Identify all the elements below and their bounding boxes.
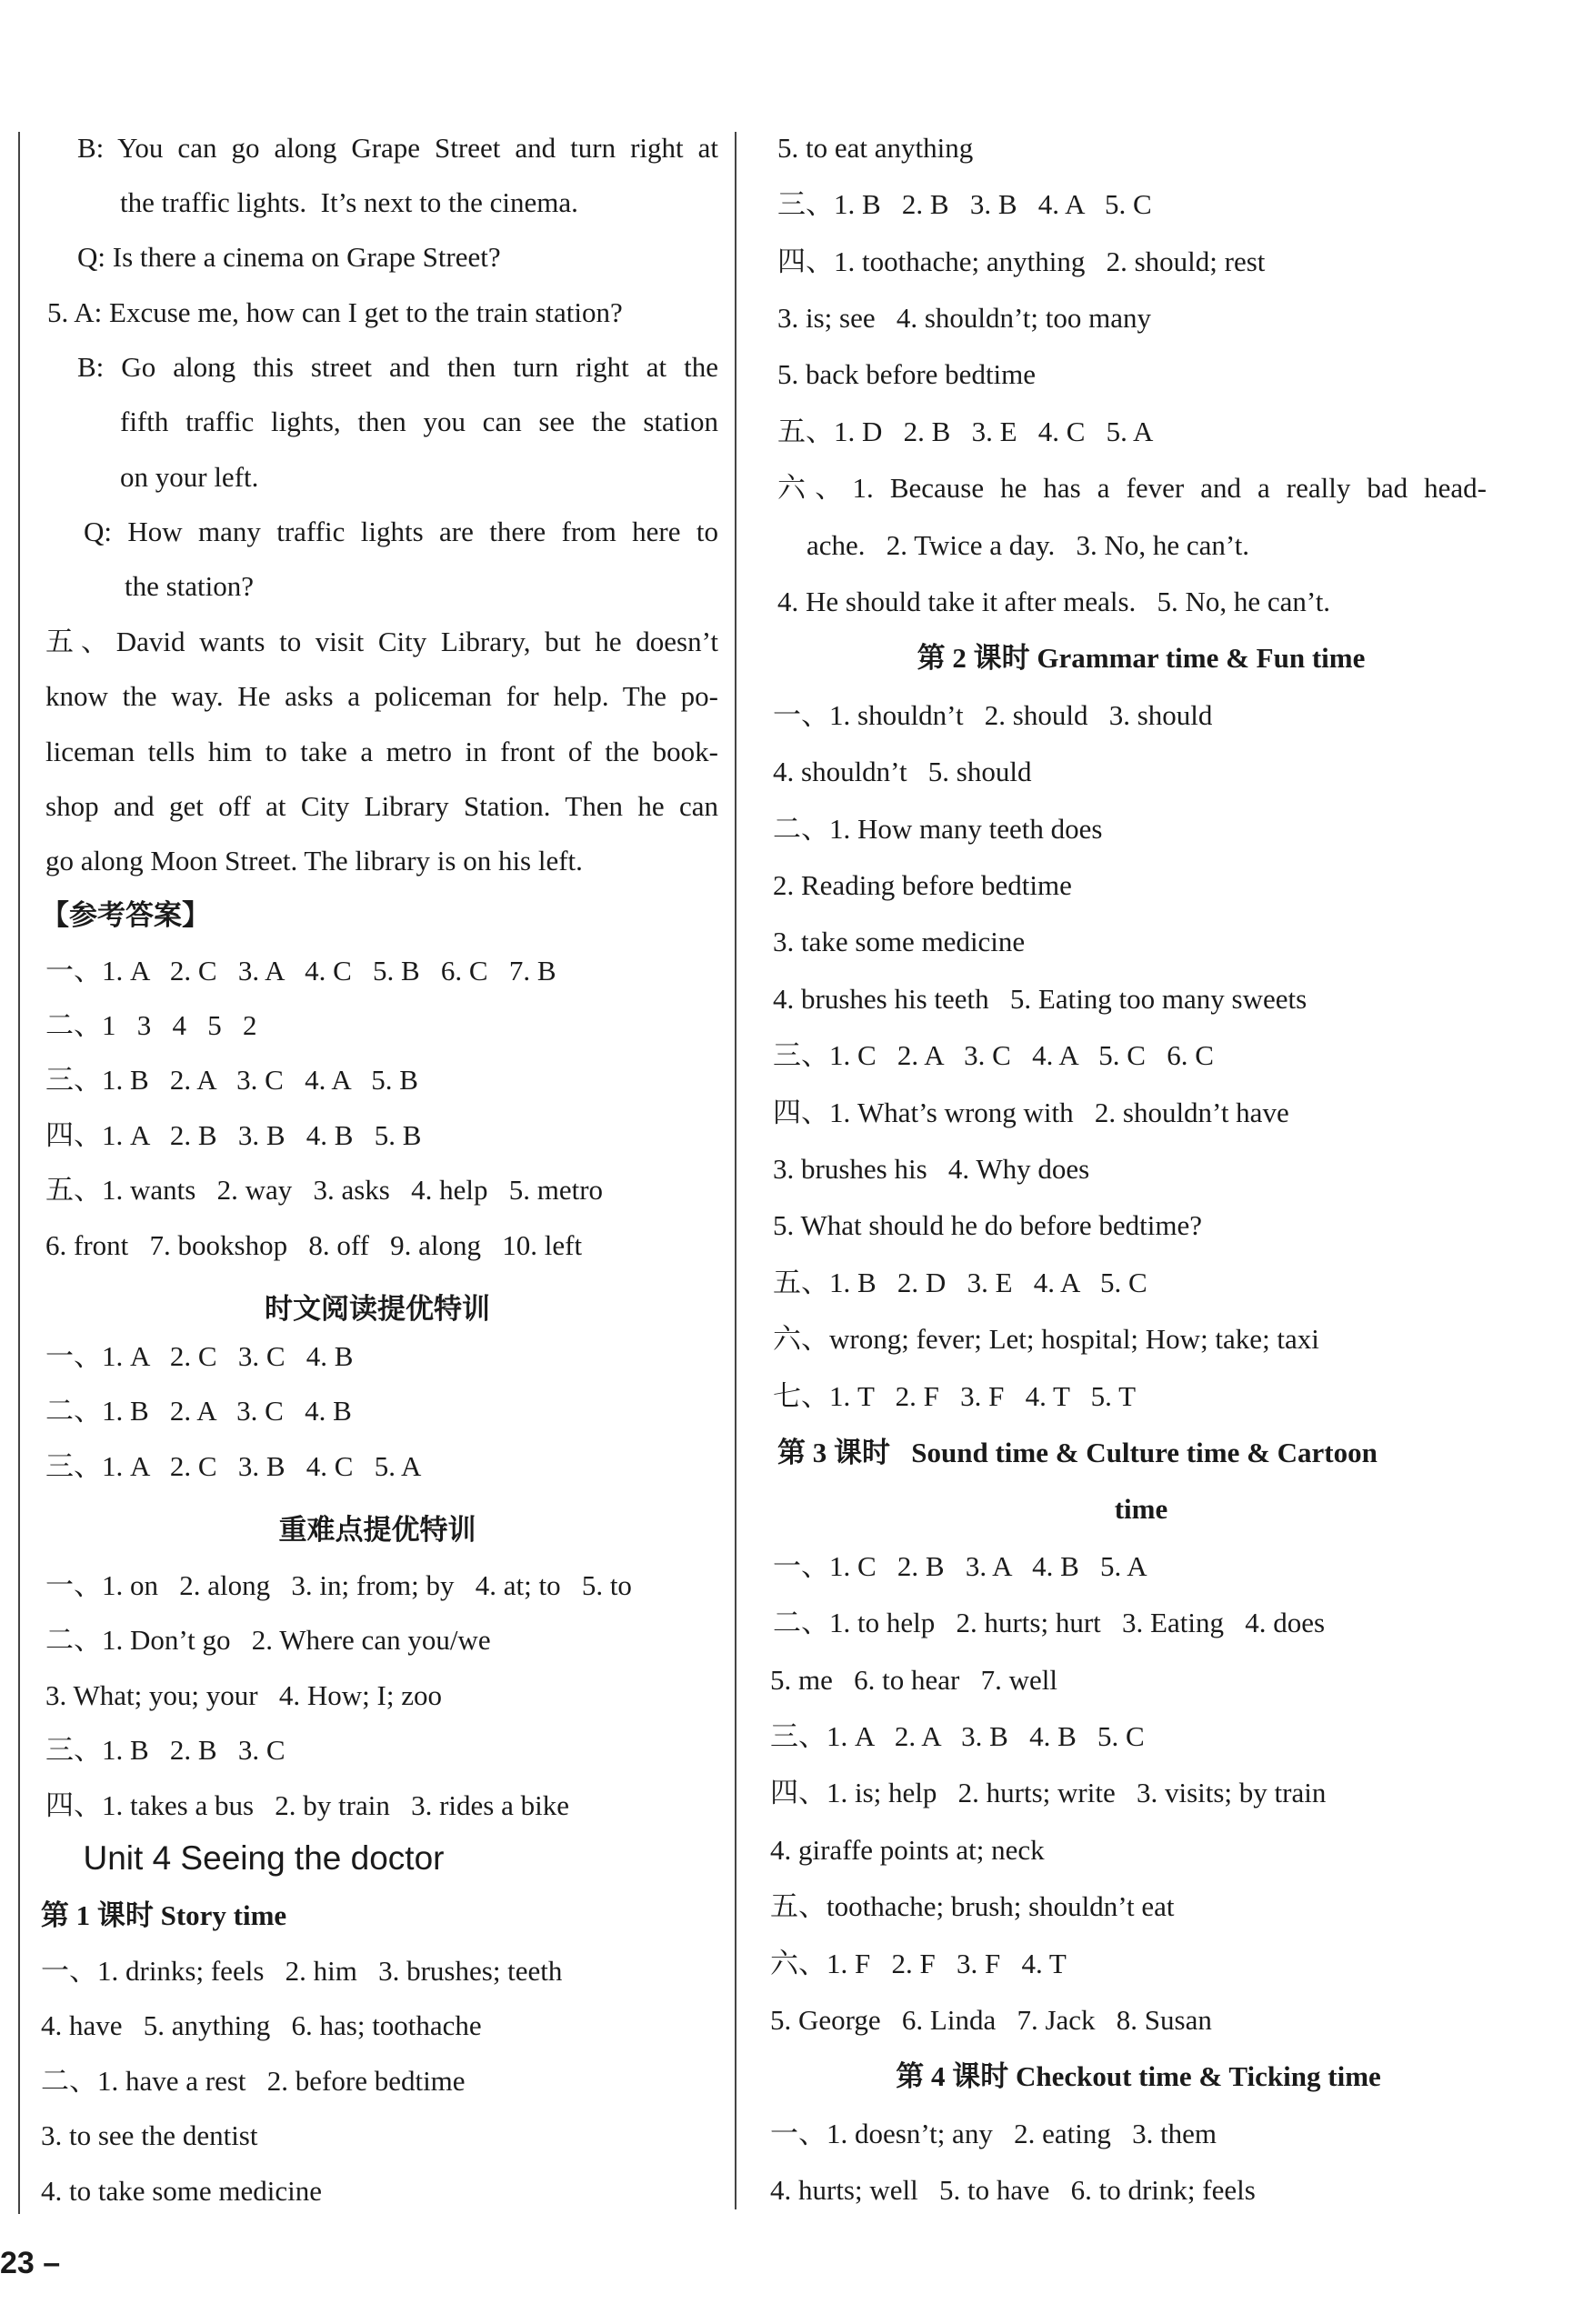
text-line: 3. is; see 4. shouldn’t; too many xyxy=(777,302,1152,334)
text-line: know the way. He asks a policeman for help. The po- xyxy=(45,680,718,712)
text-line: 二、1. Don’t go 2. Where can you/we xyxy=(45,1624,491,1656)
text-line: shop and get off at City Library Station. Then he can xyxy=(45,790,718,822)
text-line: the station? xyxy=(125,570,255,602)
text-line: 六、1. Because he has a fever and a really bad head- xyxy=(777,472,1487,504)
text-line: 4. hurts; well 5. to have 6. to drink; feels xyxy=(770,2174,1256,2206)
text-line: 3. What; you; your 4. How; I; zoo xyxy=(45,1679,442,1711)
text-line: 六、wrong; fever; Let; hospital; How; take; taxi xyxy=(773,1323,1319,1355)
text-line: 四、1. is; help 2. hurts; write 3. visits; by train xyxy=(770,1777,1327,1808)
text-line: go along Moon Street. The library is on his left. xyxy=(45,845,583,877)
text-line: 五、David wants to visit City Library, but he doesn’t xyxy=(45,626,718,657)
text-line: 一、1. drinks; feels 2. him 3. brushes; teeth xyxy=(41,1955,563,1987)
text-line: 三、1. C 2. A 3. C 4. A 5. C 6. C xyxy=(773,1039,1214,1071)
text-line: 四、1. What’s wrong with 2. shouldn’t have xyxy=(773,1097,1289,1128)
text-line: 4. have 5. anything 6. has; toothache xyxy=(41,2009,482,2041)
lesson-heading-cont: time xyxy=(1114,1493,1168,1525)
text-line: 一、1. C 2. B 3. A 4. B 5. A xyxy=(773,1550,1147,1582)
text-line: 一、1. on 2. along 3. in; from; by 4. at; to 5. to xyxy=(45,1569,632,1601)
text-line: 三、1. A 2. A 3. B 4. B 5. C xyxy=(770,1720,1145,1752)
text-line: 三、1. B 2. B 3. C xyxy=(45,1734,286,1766)
text-line: 三、1. A 2. C 3. B 4. C 5. A xyxy=(45,1450,422,1482)
text-line: 5. A: Excuse me, how can I get to the train station? xyxy=(47,296,623,328)
text-line: liceman tells him to take a metro in front of the book- xyxy=(45,736,718,767)
text-line: 四、1. A 2. B 3. B 4. B 5. B xyxy=(45,1119,422,1151)
text-line: 5. George 6. Linda 7. Jack 8. Susan xyxy=(770,2004,1212,2036)
text-line: ache. 2. Twice a day. 3. No, he can’t. xyxy=(807,529,1250,561)
text-line: 七、1. T 2. F 3. F 4. T 5. T xyxy=(773,1380,1137,1412)
text-line: 3. take some medicine xyxy=(773,926,1026,957)
text-line: 5. back before bedtime xyxy=(777,358,1037,390)
lesson-heading: 第 2 课时 Grammar time & Fun time xyxy=(917,642,1366,674)
text-line: 4. He should take it after meals. 5. No, he can’t. xyxy=(777,586,1331,617)
text-line: 三、1. B 2. A 3. C 4. A 5. B xyxy=(45,1064,418,1096)
text-line: 5. to eat anything xyxy=(777,132,974,164)
text-line: 5. me 6. to hear 7. well xyxy=(770,1664,1057,1696)
unit-title: Unit 4 Seeing the doctor xyxy=(83,1839,445,1877)
text-line: 4. brushes his teeth 5. Eating too many sweets xyxy=(773,983,1307,1015)
page-number: 23 – xyxy=(0,2246,61,2280)
text-line: fifth traffic lights, then you can see the station xyxy=(120,406,718,437)
text-line: 2. Reading before bedtime xyxy=(773,869,1072,901)
column-divider xyxy=(735,132,736,2209)
text-line: 4. shouldn’t 5. should xyxy=(773,756,1032,787)
text-line: 一、1. shouldn’t 2. should 3. should xyxy=(773,699,1213,731)
text-line: 一、1. doesn’t; any 2. eating 3. them xyxy=(770,2118,1217,2149)
text-line: 一、1. A 2. C 3. C 4. B xyxy=(45,1340,354,1372)
text-line: 二、1. have a rest 2. before bedtime xyxy=(41,2065,466,2097)
text-line: 二、1. to help 2. hurts; hurt 3. Eating 4. does xyxy=(773,1607,1326,1638)
text-line: 五、1. D 2. B 3. E 4. C 5. A xyxy=(777,416,1154,447)
text-line: 3. brushes his 4. Why does xyxy=(773,1153,1090,1185)
text-line: B: Go along this street and then turn right at the xyxy=(77,351,718,383)
text-line: on your left. xyxy=(120,461,259,493)
section-heading: 重难点提优特训 xyxy=(278,1514,476,1546)
text-line: Q: Is there a cinema on Grape Street? xyxy=(77,241,501,273)
text-line: 4. to take some medicine xyxy=(41,2175,323,2207)
text-line: 二、1. How many teeth does xyxy=(773,813,1103,845)
text-line: 6. front 7. bookshop 8. off 9. along 10. left xyxy=(45,1229,583,1261)
text-line: 四、1. takes a bus 2. by train 3. rides a bike xyxy=(45,1789,569,1821)
text-line: 二、1 3 4 5 2 xyxy=(45,1009,257,1041)
text-line: 三、1. B 2. B 3. B 4. A 5. C xyxy=(777,188,1152,220)
text-line: 六、1. F 2. F 3. F 4. T xyxy=(770,1948,1067,1979)
text-line: 5. What should he do before bedtime? xyxy=(773,1209,1203,1241)
lesson-heading: 第 4 课时 Checkout time & Ticking time xyxy=(896,2060,1381,2092)
text-line: 五、1. wants 2. way 3. asks 4. help 5. metro xyxy=(45,1174,604,1206)
text-line: the traffic lights. It’s next to the cinema. xyxy=(120,186,578,218)
text-line: 一、1. A 2. C 3. A 4. C 5. B 6. C 7. B xyxy=(45,955,556,987)
section-heading: 时文阅读提优特训 xyxy=(265,1293,490,1325)
lesson-heading: 第 3 课时 Sound time & Culture time & Cartoon xyxy=(777,1437,1378,1468)
text-line: 4. giraffe points at; neck xyxy=(770,1834,1045,1866)
text-line: Q: How many traffic lights are there from here to xyxy=(84,516,718,547)
text-line: 四、1. toothache; anything 2. should; rest xyxy=(777,245,1266,277)
text-line: 五、1. B 2. D 3. E 4. A 5. C xyxy=(773,1267,1147,1298)
text-line: B: You can go along Grape Street and turn right at xyxy=(77,132,718,164)
text-line: 二、1. B 2. A 3. C 4. B xyxy=(45,1395,352,1427)
section-heading: 【参考答案】 xyxy=(41,899,210,931)
text-line: 五、toothache; brush; shouldn’t eat xyxy=(770,1890,1175,1922)
lesson-heading: 第 1 课时 Story time xyxy=(40,1899,287,1931)
text-line: 3. to see the dentist xyxy=(41,2119,258,2151)
